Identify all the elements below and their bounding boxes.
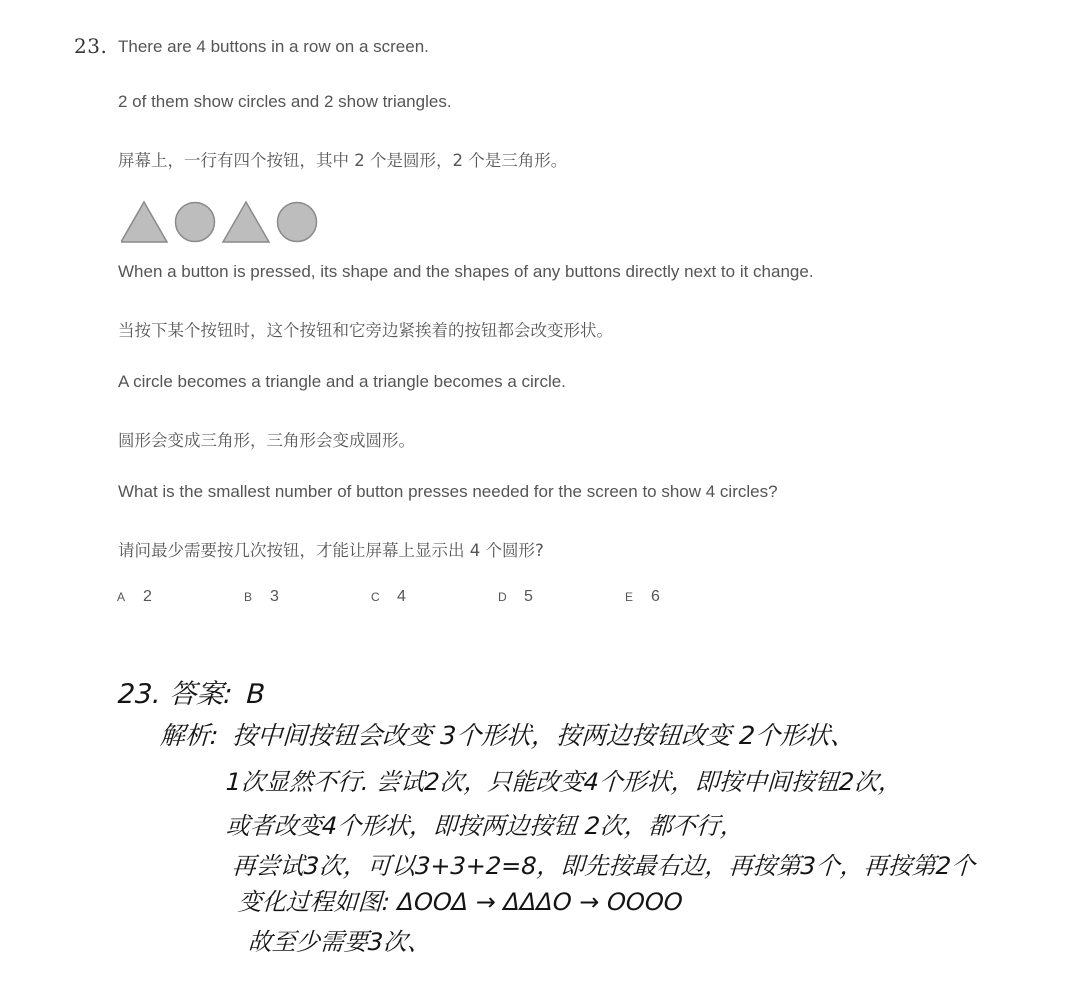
- shape-row-illustration: [121, 199, 321, 245]
- answer-options: [0, 588, 1080, 612]
- rule-change-zh: 圆形会变成三角形，三角形会变成圆形。: [118, 431, 415, 450]
- handwritten-answer: [117, 672, 266, 711]
- rule-press-zh: 当按下某个按钮时，这个按钮和它旁边紧挨着的按钮都会改变形状。: [118, 321, 613, 340]
- option-value: 4: [397, 588, 406, 605]
- analysis-label: 解析:: [159, 721, 220, 750]
- option-letter: D: [498, 590, 507, 604]
- question-number: 23.: [74, 34, 108, 58]
- option-e[interactable]: [625, 588, 660, 606]
- analysis-text: 按中间按钮会改变 3个形状，按两边按钮改变 2个形状、: [231, 721, 856, 750]
- rule-change-en: A circle becomes a triangle and a triangle becomes a circle.: [118, 372, 566, 391]
- circle-shape-icon: [278, 203, 317, 242]
- rule-press-en: When a button is pressed, its shape and the shapes of any buttons directly next to it change.: [118, 262, 814, 281]
- question-intro-zh: 屏幕上，一行有四个按钮，其中 2 个是圆形，2 个是三角形。: [118, 151, 568, 170]
- handwritten-analysis-line: 或者改变4个形状，即按两边按钮 2次，都不行，: [225, 812, 745, 840]
- option-value: 2: [143, 588, 152, 605]
- answer-value: B: [245, 679, 266, 710]
- question-ask-zh: 请问最少需要按几次按钮，才能让屏幕上显示出 4 个圆形?: [118, 541, 544, 560]
- option-letter: C: [371, 590, 380, 604]
- option-letter: E: [625, 590, 634, 604]
- handwritten-analysis-line: 再尝试3次，可以3+3+2=8，即先按最右边，再按第3个，再按第2个: [231, 852, 976, 880]
- handwritten-analysis-line: [159, 716, 856, 752]
- option-c[interactable]: [371, 588, 406, 606]
- triangle-shape-icon: [121, 202, 167, 242]
- option-a[interactable]: [117, 588, 152, 606]
- handwritten-analysis-line: 1次显然不行. 尝试2次，只能改变4个形状，即按中间按钮2次，: [225, 768, 903, 796]
- handwritten-analysis-line: 变化过程如图: ΔOOΔ → ΔΔΔO → OOOO: [237, 888, 684, 916]
- option-value: 5: [524, 588, 533, 605]
- handwritten-analysis-line: 故至少需要3次、: [247, 928, 432, 956]
- circle-shape-icon: [176, 203, 215, 242]
- option-value: 6: [651, 588, 660, 605]
- option-letter: A: [117, 590, 126, 604]
- option-d[interactable]: [498, 588, 533, 606]
- option-value: 3: [270, 588, 279, 605]
- question-ask-en: What is the smallest number of button presses needed for the screen to show 4 circles?: [118, 482, 778, 501]
- question-shapes-en: 2 of them show circles and 2 show triangles.: [118, 92, 452, 111]
- option-b[interactable]: [244, 588, 279, 606]
- triangle-shape-icon: [223, 202, 269, 242]
- option-letter: B: [244, 590, 253, 604]
- question-intro-en: There are 4 buttons in a row on a screen.: [118, 37, 429, 56]
- answer-label: 23. 答案:: [117, 679, 234, 710]
